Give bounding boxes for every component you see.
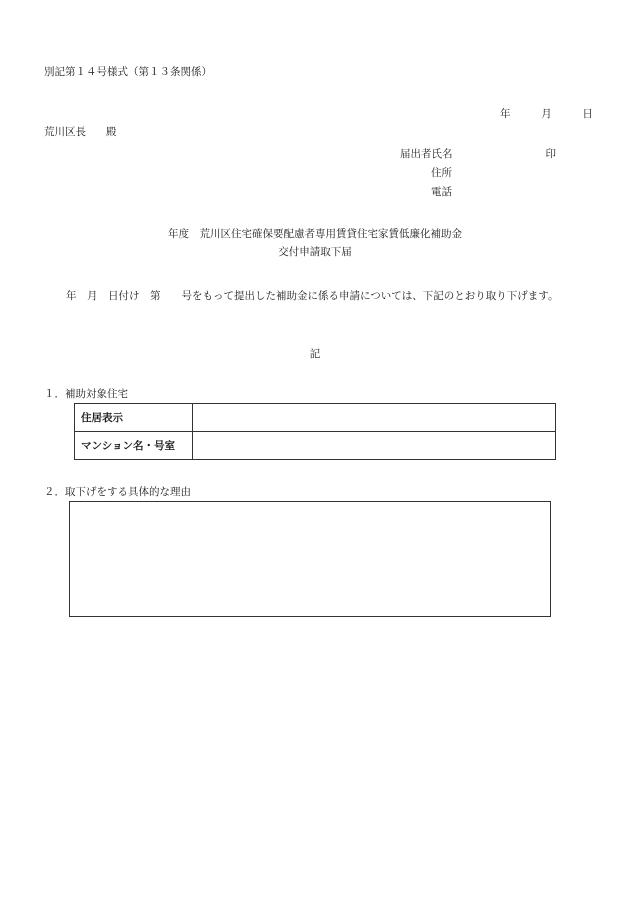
date-year-label: 年	[500, 108, 511, 120]
applicant-name-line	[400, 148, 556, 161]
reason-field[interactable]	[69, 501, 551, 617]
ki-heading: 記	[309, 348, 321, 360]
address-display-field[interactable]	[193, 404, 556, 432]
address-display-label: 住居表示	[75, 404, 193, 432]
date-day-label: 日	[582, 108, 593, 120]
target-housing-table	[74, 403, 556, 460]
applicant-phone-label: 電話	[431, 186, 452, 198]
addressee	[44, 126, 117, 139]
form-number: 別記第１４号様式（第１３条関係）	[44, 66, 212, 78]
addressee-honorific: 殿	[106, 126, 117, 138]
addressee-name: 荒川区長	[44, 126, 86, 138]
document-title-line2: 交付申請取下届	[278, 246, 352, 258]
section2-heading: ２．取下げをする具体的な理由	[44, 486, 191, 498]
applicant-name-label: 届出者氏名	[400, 148, 453, 160]
date-month-label: 月	[541, 108, 552, 120]
mansion-room-field[interactable]	[193, 432, 556, 460]
seal-label: 印	[545, 148, 556, 160]
date-line	[500, 108, 593, 121]
table-row	[75, 404, 556, 432]
table-row	[75, 432, 556, 460]
mansion-room-label: マンション名・号室	[75, 432, 193, 460]
document-title-line1: 年度 荒川区住宅確保要配慮者専用賃貸住宅家賃低廉化補助金	[168, 228, 462, 240]
body-paragraph: 年 月 日付け 第 号をもって提出した補助金に係る申請については、下記のとおり取り下げます。	[66, 290, 559, 302]
applicant-address-label: 住所	[431, 167, 452, 179]
section1-heading: １．補助対象住宅	[44, 388, 128, 400]
